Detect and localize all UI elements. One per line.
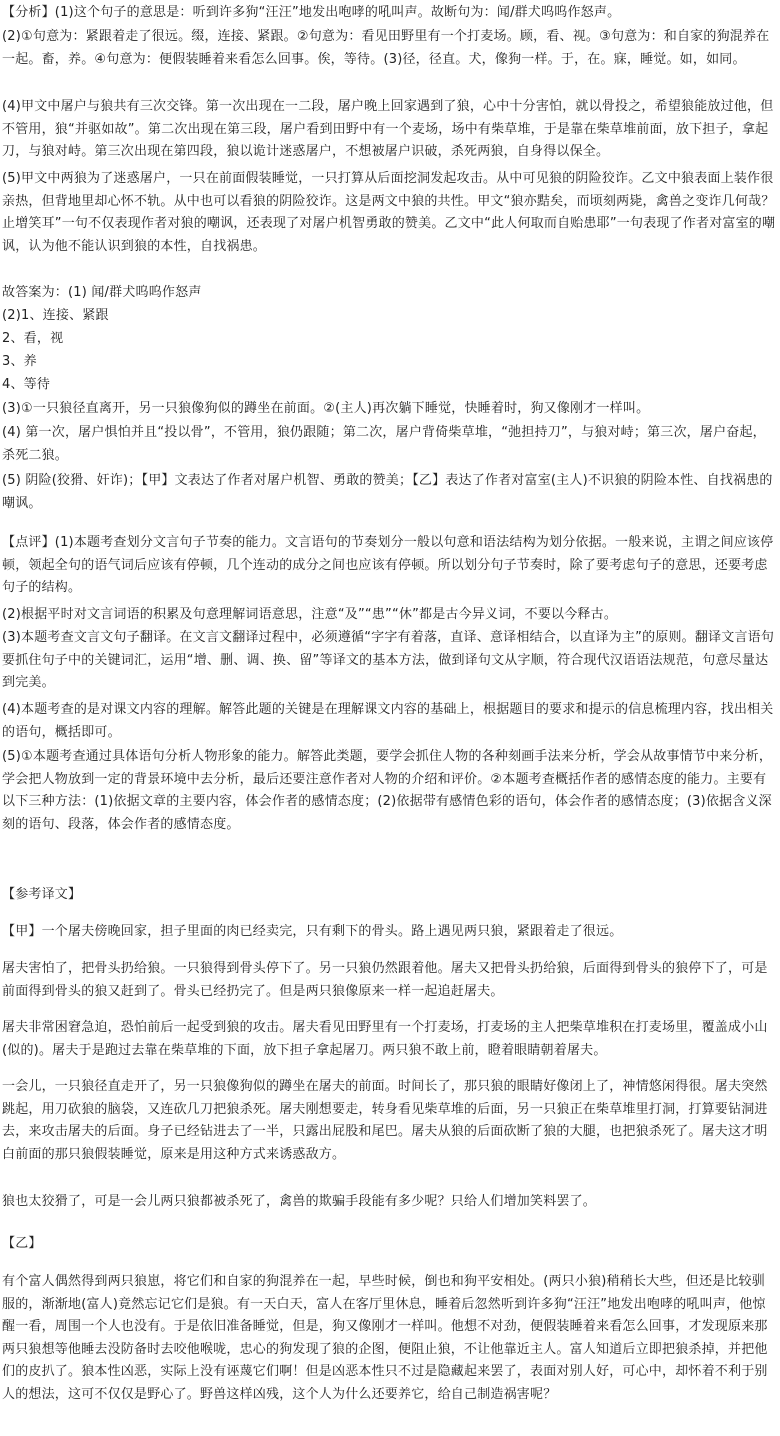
- analysis-item-4: (4)甲文中屠户与狼共有三次交锋。第一次出现在一二段，屠户晚上回家遇到了狼，心中十分害怕，就以骨投之，希望狼能放过他，但不管用，狼“并驱如故”。第二次出现在第三段，屠户看到田野中有一个麦场，场中有柴草堆，于是靠在柴草堆前面，放下担子，拿起刀，与狼对峙。第三次出现在第四段，狼以诡计迷惑屠户，不想被屠户识破，杀死两狼，自身得以保全。: [2, 99, 774, 159]
- comment-4: (4)本题考查的是对课文内容的理解。解答此题的关键是在理解课文内容的基础上，根据题目的要求和提示的信息梳理内容，找出相关的语句，概括即可。: [2, 702, 774, 740]
- answer-line-2: (2)1、连接、紧跟: [2, 308, 109, 323]
- analysis-intro: 【分析】(1)这个句子的意思是：听到许多狗“汪汪”地发出咆哮的吼叫声。故断句为：闻/群犬呜呜作怒声。: [2, 5, 621, 20]
- answer-line-8: (5) 阴险(狡猾、奸诈)；【甲】文表达了作者对屠户机智、勇敢的赞美；【乙】表达了作者对富室(主人)不识狼的阴险本性、自找祸患的嘲讽。: [2, 473, 773, 511]
- comment-2: (2)根据平时对文言词语的积累及句意理解词语意思，注意“及”“患”“休”都是古今异义词，不要以今释古。: [2, 607, 618, 622]
- translation-heading: 【参考译文】: [2, 887, 82, 902]
- comment-3: (3)本题考查文言文句子翻译。在文言文翻译过程中，必须遵循“字字有着落，直译、意译相结合，以直译为主”的原则。翻译文言语句要抓住句子中的关键词汇，运用“增、删、调、换、留”等译文的基本方法，做到译句文从字顺，符合现代汉语语法规范，句意尽量达到完美。: [2, 630, 775, 690]
- answer-line-7: (4) 第一次，屠户惧怕并且“投以骨”，不管用，狼仍跟随；第二次，屠户背倚柴草堆，“弛担持刀”，与狼对峙；第三次，屠户奋起，杀死二狼。: [2, 425, 766, 463]
- translation-jia-4: 一会儿，一只狼径直走开了，另一只狼像狗似的蹲坐在屠夫的前面。时间长了，那只狼的眼睛好像闭上了，神情悠闲得很。屠夫突然跳起，用刀砍狼的脑袋，又连砍几刀把狼杀死。屠夫刚想要走，转身看见柴草堆的后面，另一只狼正在柴草堆里打洞，打算要钻洞进去，来攻击屠夫的后面。身子已经钻进去了一半，只露出屁股和尾巴。屠夫从狼的后面砍断了狼的大腿，也把狼杀死了。屠夫这才明白前面的那只狼假装睡觉，原来是用这种方式来诱惑敌方。: [2, 1079, 768, 1162]
- comment-5: (5)①本题考查通过具体语句分析人物形象的能力。解答此类题，要学会抓住人物的各种刻画手法来分析，学会从故事情节中来分析，学会把人物放到一定的背景环境中去分析，最后还要注意作者对人物的介绍和评价。②本题考查概括作者的感情态度的能力。主要有以下三种方法：(1)依据文章的主要内容，体会作者的感情态度；(2)依据带有感情色彩的语句，体会作者的感情态度；(3)依据含义深刻的语句、段落，体会作者的感情态度。: [2, 749, 773, 832]
- analysis-item-5: (5)甲文中两狼为了迷惑屠户，一只在前面假装睡觉，一只打算从后面挖洞发起攻击。从中可见狼的阴险狡诈。乙文中狼表面上装作很亲热，但背地里却心怀不轨。从中也可以看狼的阴险狡诈。这是两文中狼的共性。甲文“狼亦黠矣，而顷刻两毙，禽兽之变诈几何哉？止增笑耳”一句不仅表现作者对狼的嘲讽，还表现了对屠户机智勇敢的赞美。乙文中“此人何取而自贻患耶”一句表现了作者对富室的嘲讽，认为他不能认识到狼的本性，自找祸患。: [2, 171, 776, 254]
- translation-jia-3: 屠夫非常困窘急迫，恐怕前后一起受到狼的攻击。屠夫看见田野里有一个打麦场，打麦场的主人把柴草堆积在打麦场里，覆盖成小山(似的)。屠夫于是跑过去靠在柴草堆的下面，放下担子拿起屠刀。两只狼不敢上前，瞪着眼睛朝着屠夫。: [2, 1020, 768, 1058]
- translation-yi-heading: 【乙】: [2, 1236, 42, 1251]
- answer-line-4: 3、养: [2, 354, 37, 369]
- answer-line-3: 2、看，视: [2, 331, 64, 346]
- translation-jia-2: 屠夫害怕了，把骨头扔给狼。一只狼得到骨头停下了。另一只狼仍然跟着他。屠夫又把骨头扔给狼，后面得到骨头的狼停下了，可是前面得到骨头的狼又赶到了。骨头已经扔完了。但是两只狼像原来一样一起追赶屠夫。: [2, 961, 768, 999]
- answer-line-1: 故答案为：(1) 闻/群犬呜呜作怒声: [2, 285, 202, 300]
- translation-yi: 有个富人偶然得到两只狼崽，将它们和自家的狗混养在一起，早些时候，倒也和狗平安相处。(两只小狼)稍稍长大些，但还是比较驯服的，渐渐地(富人)竟然忘记它们是狼。有一天白天，富人在客厅里休息，睡着后忽然听到许多狗“汪汪”地发出咆哮的吼叫声，他惊醒一看，周围一个人也没有。于是依旧准备睡觉，但是，狗又像刚才一样叫。他想不对劲，便假装睡着来看怎么回事，才发现原来那两只狼想等他睡去没防备时去咬他喉咙，忠心的狗发现了狼的企图，便阻止狼，不让他靠近主人。富人知道后立即把狼杀掉，并把他们的皮扒了。狼本性凶恶，实际上没有诬蔑它们啊！但是凶恶本性只不过是隐藏起来罢了，表面对别人好，可心中，却怀着不利于别人的想法，这可不仅仅是野心了。野兽这样凶残，这个人为什么还要养它，给自己制造祸害呢？: [2, 1274, 768, 1402]
- translation-jia-5: 狼也太狡猾了，可是一会儿两只狼都被杀死了，禽兽的欺骗手段能有多少呢？只给人们增加笑料罢了。: [2, 1194, 597, 1209]
- answer-line-6: (3)①一只狼径直离开，另一只狼像狗似的蹲坐在前面。②(主人)再次躺下睡觉，快睡着时，狗又像刚才一样叫。: [2, 401, 650, 416]
- translation-jia-1: 【甲】一个屠夫傍晚回家，担子里面的肉已经卖完，只有剩下的骨头。路上遇见两只狼，紧跟着走了很远。: [2, 924, 623, 939]
- answer-line-5: 4、等待: [2, 377, 51, 392]
- comment-1: 【点评】(1)本题考查划分文言句子节奏的能力。文言语句的节奏划分一般以句意和语法结构为划分依据。一般来说，主谓之间应该停顿，领起全句的语气词后应该有停顿，几个连动的成分之间也应该有停顿。所以划分句子节奏时，除了要考虑句子的意思，还要考虑句子的结构。: [2, 535, 774, 595]
- analysis-item-2-3: (2)①句意为：紧跟着走了很远。缀，连接、紧跟。②句意为：看见田野里有一个打麦场。顾，看、视。③句意为：和自家的狗混养在一起。畜，养。④句意为：便假装睡着来看怎么回事。俟，等待。(3)径，径直。犬，像狗一样。于，在。寐，睡觉。如，如同。: [2, 29, 770, 67]
